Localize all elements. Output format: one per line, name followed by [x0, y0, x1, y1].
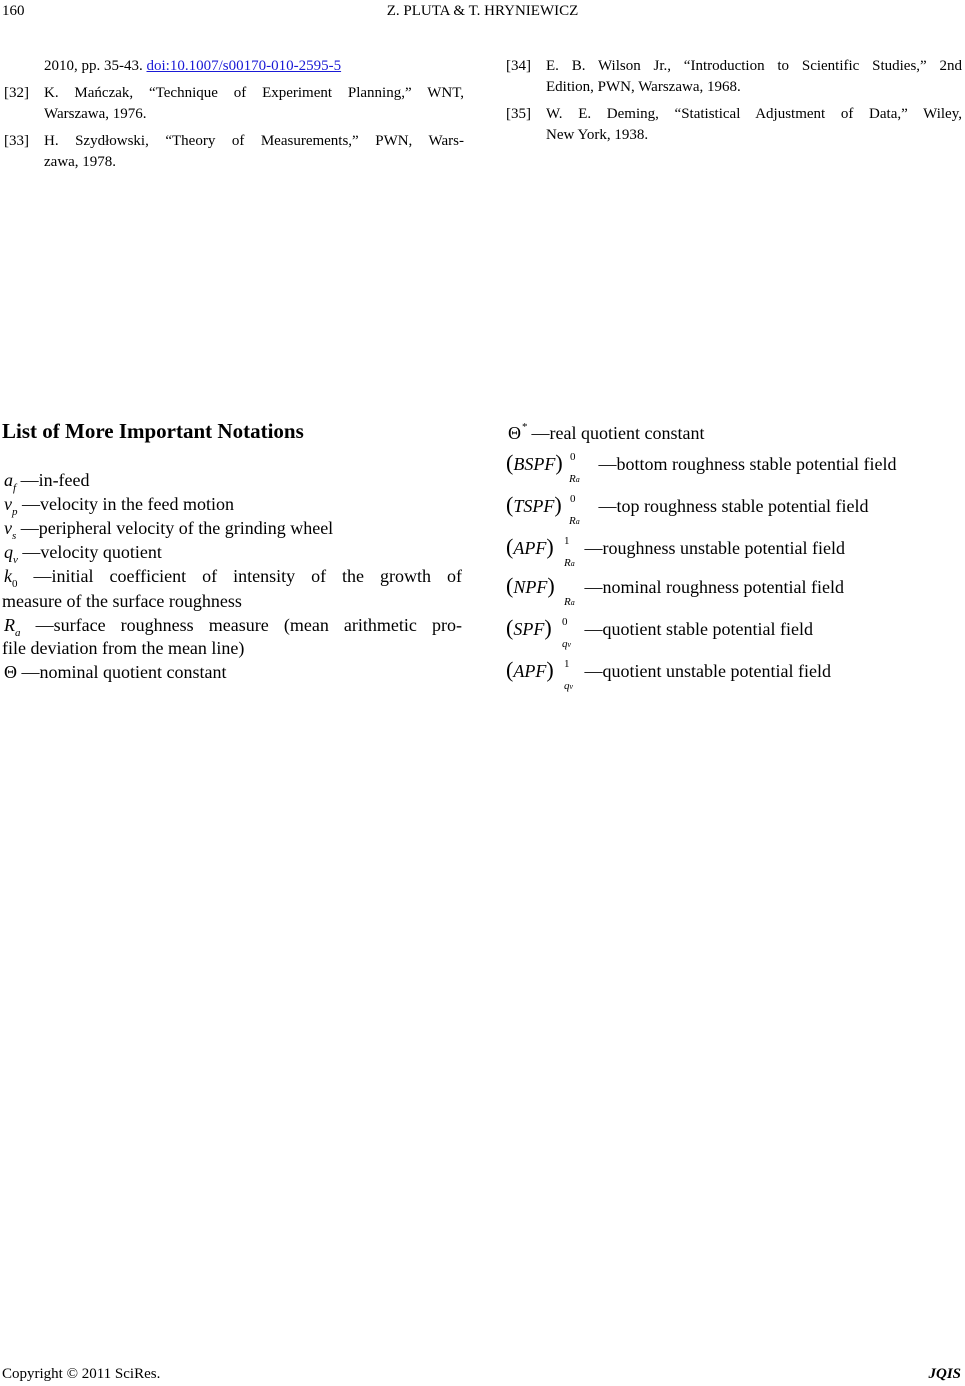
- symbol: q: [4, 542, 13, 562]
- potential-field-symbol: (SPF) 0 qv: [506, 615, 572, 650]
- notation-item: [508, 421, 704, 445]
- notation-item: [506, 534, 845, 569]
- notation-description: —peripheral velocity of the grinding wheel: [20, 518, 334, 538]
- notation-item: [4, 564, 462, 591]
- symbol-subscript: f: [13, 482, 17, 494]
- notation-item: [506, 573, 844, 608]
- symbol-subscript: s: [12, 530, 17, 542]
- reference-34: [506, 56, 962, 98]
- running-title: Z. PLUTA & T. HRYNIEWICZ: [386, 3, 579, 19]
- symbol: Θ *: [508, 421, 528, 443]
- notation-item: [506, 450, 897, 485]
- symbol: a: [4, 470, 13, 490]
- symbol-subscript: a: [15, 627, 21, 639]
- notation-description: —top roughness stable potential field: [598, 496, 869, 516]
- notation-description: —initial coefficient of intensity of the growth of: [33, 566, 462, 586]
- journal-abbreviation: JQIS: [928, 1366, 961, 1382]
- symbol-subscript: v: [13, 554, 18, 566]
- notation-description: —velocity quotient: [22, 542, 162, 562]
- notation-description: —in-feed: [20, 470, 90, 490]
- notation-line: [4, 564, 462, 591]
- reference-number: [33]: [4, 133, 29, 149]
- notation-description: —nominal quotient constant: [21, 662, 227, 682]
- notation-item: [506, 615, 813, 650]
- notation-description: —quotient stable potential field: [584, 619, 813, 639]
- reference-31-continuation: [44, 56, 464, 77]
- potential-field-symbol: (APF) 1 Ra: [506, 534, 575, 569]
- notation-description: —surface roughness measure (mean arithmetic pro-: [35, 615, 462, 635]
- reference-32: [4, 83, 464, 125]
- notation-item: [4, 540, 162, 567]
- reference-text: K. Mańczak, “Technique of Experiment Planning,” WNT, Warszawa, 1976.: [44, 85, 464, 122]
- potential-field-symbol: (TSPF) 0 Ra: [506, 492, 580, 527]
- reference-text: H. Szydłowski, “Theory of Measurements,” PWN, Wars- zawa, 1978.: [44, 133, 464, 170]
- reference-number: [32]: [4, 85, 29, 101]
- reference-number: [34]: [506, 58, 531, 74]
- potential-field-symbol: (NPF) Ra: [506, 573, 575, 608]
- symbol: R: [4, 615, 15, 635]
- notation-description: —nominal roughness potential field: [584, 577, 844, 597]
- potential-field-symbol: (APF) 1 qv: [506, 657, 574, 692]
- notation-item: [4, 516, 333, 543]
- reference-33: [4, 131, 464, 173]
- potential-field-symbol: (BSPF) 0 Ra: [506, 450, 580, 485]
- symbol: v: [4, 518, 12, 538]
- page-number: 160: [2, 3, 25, 19]
- reference-text: 2010, pp. 35-43.: [44, 58, 147, 74]
- notation-description: —velocity in the feed motion: [22, 494, 234, 514]
- notation-continuation: file deviation from the mean line): [2, 638, 245, 658]
- notation-item: [4, 660, 226, 684]
- notation-item: [506, 492, 869, 527]
- doi-link[interactable]: doi:10.1007/s00170-010-2595-5: [146, 58, 342, 74]
- symbol: Θ: [4, 662, 17, 682]
- notation-continuation: measure of the surface roughness: [2, 591, 242, 611]
- reference-35: [506, 104, 962, 146]
- notation-description: —quotient unstable potential field: [584, 661, 831, 681]
- symbol-subscript: p: [12, 506, 18, 518]
- section-title: List of More Important Notations: [2, 419, 304, 443]
- symbol: v: [4, 494, 12, 514]
- reference-number: [35]: [506, 106, 531, 122]
- reference-text: W. E. Deming, “Statistical Adjustment of Data,” Wiley, New York, 1938.: [546, 106, 962, 143]
- notation-item: [4, 492, 234, 519]
- notation-item: [506, 657, 831, 692]
- notation-description: —bottom roughness stable potential field: [598, 454, 897, 474]
- reference-text: E. B. Wilson Jr., “Introduction to Scientific Studies,” 2nd Edition, PWN, Warszawa, 1968.: [546, 58, 962, 95]
- notation-item: [4, 468, 90, 495]
- notation-description: —roughness unstable potential field: [584, 538, 845, 558]
- symbol: k: [4, 566, 12, 586]
- notation-description: —real quotient constant: [531, 423, 705, 443]
- copyright-notice: Copyright © 2011 SciRes.: [2, 1366, 161, 1382]
- symbol-subscript: 0: [12, 578, 18, 590]
